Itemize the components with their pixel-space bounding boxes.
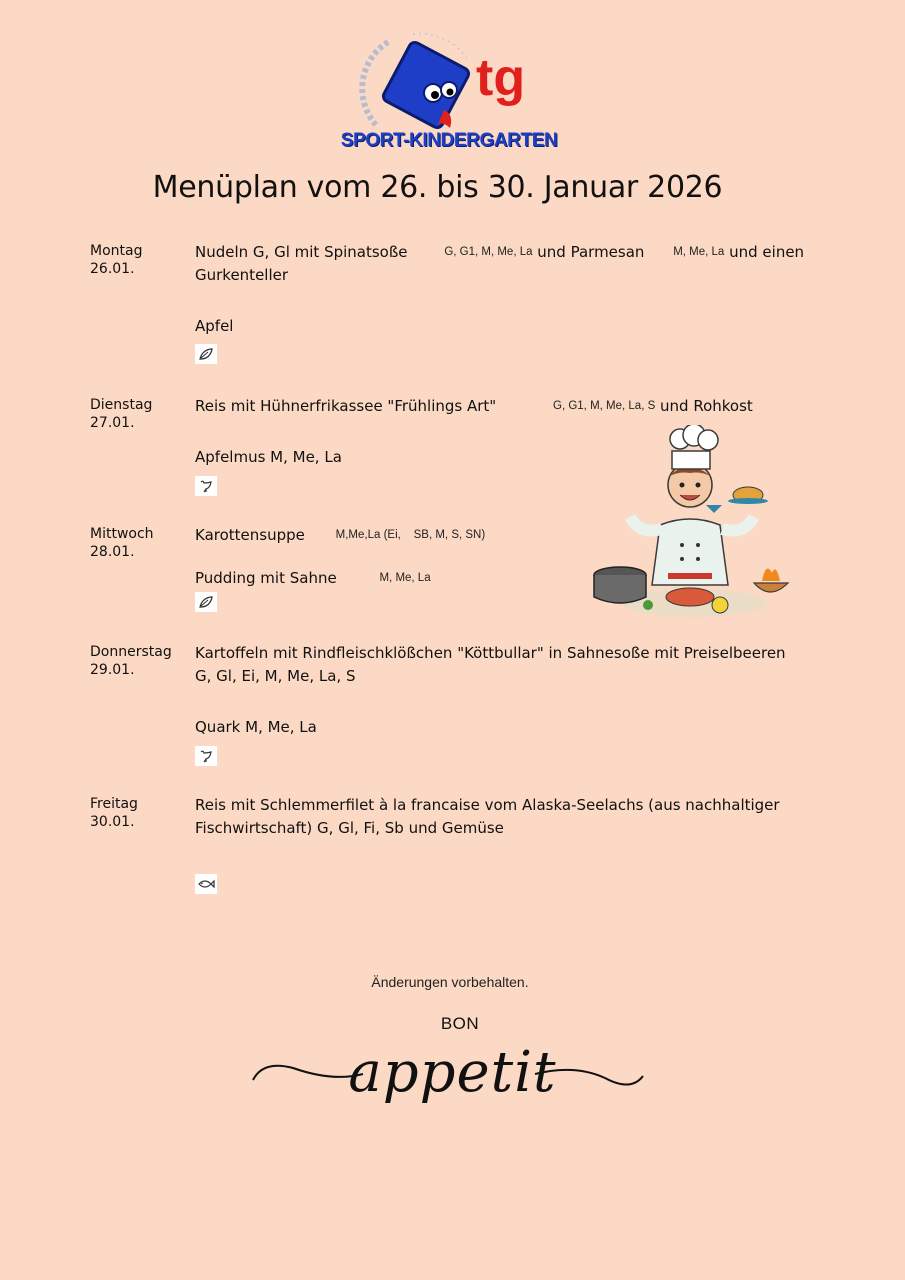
dish-text: und einen [729,243,805,261]
chicken-icon [195,476,217,496]
day-name: Donnerstag [90,644,172,660]
bon-text: BON [440,1014,480,1033]
allergen-codes: M,Me,La (Ei, [335,529,401,541]
menu-line [195,395,753,419]
day-date: 26.01. [90,261,135,277]
day-name: Dienstag [90,397,153,413]
dish-text: Apfelmus M, Me, La [195,448,342,466]
dish-text: Reis mit Schlemmerfilet à la francaise vom Alaska-Seelachs (aus nachhaltiger [195,796,780,814]
day-date: 28.01. [90,544,135,560]
dish-text: und Parmesan [537,243,645,261]
leaf-icon [195,344,217,364]
day-date: 29.01. [90,662,135,678]
changes-note-text: Änderungen vorbehalten. [371,974,529,990]
dish-text: Reis mit Hühnerfrikassee "Frühlings Art" [195,397,497,415]
menu-line [195,446,342,468]
day-label-mittwoch [90,525,154,561]
dish-text: Apfel [195,317,234,335]
dish-text: Pudding mit Sahne [195,569,337,587]
day-date: 27.01. [90,415,135,431]
kindergarten-logo [318,30,588,158]
allergen-codes: M, Me, La [673,246,725,258]
day-name: Montag [90,243,143,259]
allergen-text: G, Gl, Ei, M, Me, La, S [195,667,356,685]
dish-text: Fischwirtschaft) G, Gl, Fi, Sb und Gemüse [195,819,504,837]
dish-text: und Rohkost [660,397,753,415]
menu-line [195,264,288,286]
day-label-dienstag [90,396,152,432]
menu-line [195,315,233,337]
dish-text: Kartoffeln mit Rindfleischklößchen "Köttbullar" in Sahnesoße mit Preiselbeeren [195,644,786,662]
dish-text: Nudeln G, Gl mit Spinatsoße [195,243,408,261]
day-label-donnerstag [90,643,172,679]
allergen-codes: G, G1, M, Me, La [444,246,533,258]
changes-note [0,972,900,991]
menu-line [195,524,485,548]
page-title: Menüplan vom 26. bis 30. Januar 2026 [152,170,723,205]
chef-illustration [582,425,797,630]
day-label-freitag [90,795,138,831]
dish-text: Gurkenteller [195,266,289,284]
allergen-codes: G, G1, M, Me, La, S [553,400,656,412]
menu-line [195,716,317,738]
menu-line [195,241,804,265]
allergen-codes: M, Me, La [379,572,431,584]
menu-line [195,794,780,816]
dish-text: Quark M, Me, La [195,718,317,736]
logo-tg-mark: tg [476,49,526,107]
menu-line [195,642,786,664]
menu-line [195,817,504,839]
day-name: Freitag [90,796,138,812]
day-name: Mittwoch [90,526,154,542]
menu-line [195,567,431,591]
day-date: 30.01. [90,814,135,830]
fish-icon [195,874,217,894]
chicken-icon [195,746,217,766]
logo-text: SPORT-KINDERGARTEN [340,130,558,151]
dish-text: Karottensuppe [195,526,305,544]
appetit-text: appetit [348,1040,557,1105]
leaf-icon [195,592,217,612]
day-label-montag [90,242,142,278]
allergen-codes: SB, M, S, SN) [413,529,486,541]
menu-line [195,665,355,687]
